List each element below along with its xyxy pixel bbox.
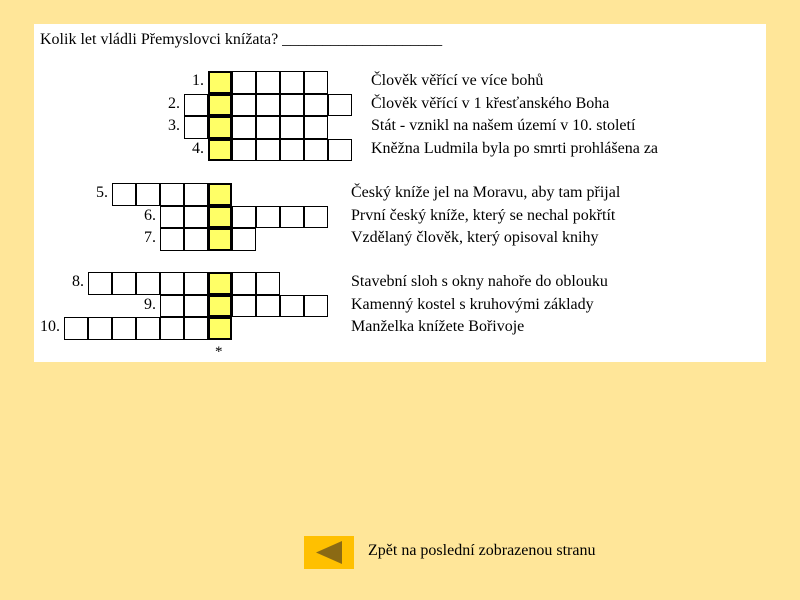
answer-cell[interactable] (232, 116, 256, 139)
answer-cell[interactable] (184, 228, 208, 251)
clue-text: Manželka knížete Bořivoje (351, 318, 525, 335)
row-number: 7. (144, 229, 156, 246)
answer-cell[interactable] (160, 295, 184, 318)
key-cell[interactable] (208, 183, 232, 206)
answer-cell[interactable] (184, 94, 208, 117)
key-cell[interactable] (208, 139, 232, 162)
row-number: 6. (144, 206, 156, 224)
clue-text: Český kníže jel na Moravu, aby tam přijal (351, 184, 621, 201)
answer-cell[interactable] (112, 183, 136, 206)
answer-cell[interactable] (304, 139, 328, 162)
answer-cell[interactable] (88, 317, 112, 340)
answer-cell[interactable] (256, 295, 280, 318)
clue-text: Kamenný kostel s kruhovými základy (351, 295, 594, 313)
answer-cell[interactable] (232, 139, 256, 162)
answer-cell[interactable] (304, 94, 328, 117)
key-column-marker: * (215, 344, 223, 360)
row-number: 3. (168, 117, 180, 134)
answer-cell[interactable] (328, 94, 352, 117)
key-cell[interactable] (208, 295, 232, 318)
clue-text: Stát - vznikl na našem území v 10. století (371, 117, 636, 134)
clue-text: Kněžna Ludmila byla po smrti prohlášena za (371, 139, 659, 157)
back-link[interactable]: Zpět na poslední zobrazenou stranu (368, 542, 596, 559)
answer-cell[interactable] (304, 116, 328, 139)
left-arrow-icon (304, 536, 354, 569)
answer-cell[interactable] (256, 94, 280, 117)
answer-cell[interactable] (280, 94, 304, 117)
answer-cell[interactable] (136, 183, 160, 206)
answer-cell[interactable] (280, 71, 304, 94)
answer-cell[interactable] (280, 139, 304, 162)
answer-cell[interactable] (280, 206, 304, 229)
answer-cell[interactable] (256, 116, 280, 139)
row-number: 5. (96, 184, 108, 201)
answer-cell[interactable] (184, 183, 208, 206)
answer-cell[interactable] (256, 71, 280, 94)
answer-cell[interactable] (160, 317, 184, 340)
clue-text: Člověk věřící ve více bohů (371, 72, 544, 89)
key-cell[interactable] (208, 317, 232, 340)
row-number: 4. (192, 139, 204, 157)
key-cell[interactable] (208, 206, 232, 229)
answer-cell[interactable] (280, 116, 304, 139)
key-cell[interactable] (208, 94, 232, 117)
answer-cell[interactable] (184, 317, 208, 340)
answer-cell[interactable] (232, 295, 256, 318)
answer-cell[interactable] (136, 317, 160, 340)
answer-cell[interactable] (280, 295, 304, 318)
row-number: 8. (72, 273, 84, 290)
answer-cell[interactable] (160, 206, 184, 229)
answer-cell[interactable] (304, 206, 328, 229)
key-cell[interactable] (208, 272, 232, 295)
clue-text: První český kníže, který se nechal pokřtít (351, 206, 616, 224)
clue-text: Člověk věřící v 1 křesťanského Boha (371, 94, 610, 112)
back-button[interactable] (304, 536, 354, 569)
answer-cell[interactable] (112, 317, 136, 340)
answer-cell[interactable] (184, 272, 208, 295)
answer-cell[interactable] (304, 71, 328, 94)
answer-cell[interactable] (160, 183, 184, 206)
answer-cell[interactable] (232, 94, 256, 117)
answer-cell[interactable] (184, 116, 208, 139)
answer-cell[interactable] (64, 317, 88, 340)
answer-cell[interactable] (160, 228, 184, 251)
clue-text: Stavební sloh s okny nahoře do oblouku (351, 273, 608, 290)
answer-cell[interactable] (184, 206, 208, 229)
answer-cell[interactable] (256, 206, 280, 229)
key-cell[interactable] (208, 71, 232, 94)
row-number: 10. (40, 318, 60, 335)
answer-cell[interactable] (232, 71, 256, 94)
row-number: 2. (168, 94, 180, 112)
answer-cell[interactable] (112, 272, 136, 295)
answer-cell[interactable] (256, 272, 280, 295)
key-cell[interactable] (208, 228, 232, 251)
answer-cell[interactable] (160, 272, 184, 295)
answer-cell[interactable] (232, 206, 256, 229)
answer-cell[interactable] (328, 139, 352, 162)
key-cell[interactable] (208, 116, 232, 139)
clue-text: Vzdělaný člověk, který opisoval knihy (351, 229, 599, 246)
row-number: 9. (144, 295, 156, 313)
answer-cell[interactable] (184, 295, 208, 318)
answer-cell[interactable] (88, 272, 112, 295)
answer-cell[interactable] (256, 139, 280, 162)
answer-cell[interactable] (136, 272, 160, 295)
row-number: 1. (192, 72, 204, 89)
answer-cell[interactable] (232, 272, 256, 295)
answer-cell[interactable] (232, 228, 256, 251)
answer-cell[interactable] (304, 295, 328, 318)
question-text: Kolik let vládli Přemyslovci knížata? ____________________ (40, 31, 443, 48)
